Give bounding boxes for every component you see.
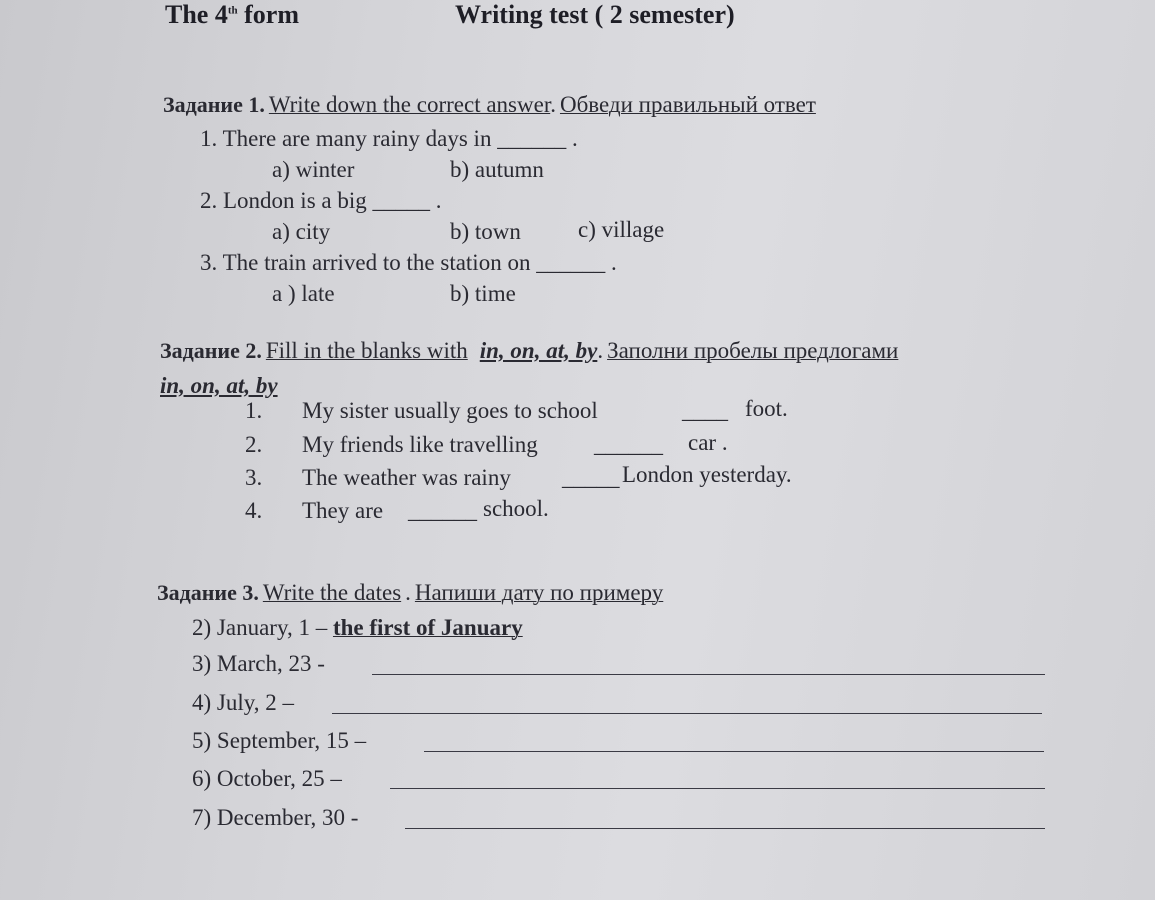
- date-number: 3): [192, 651, 212, 676]
- task2-item-before: My friends like travelling: [302, 432, 538, 457]
- task2-item-before: They are: [302, 498, 384, 523]
- date-number: 4): [192, 690, 212, 715]
- question-end: .: [610, 250, 617, 275]
- task1-question-1: [200, 126, 578, 152]
- task3-item: [192, 766, 342, 792]
- task3-instruction-ru: Напиши дату по примеру: [414, 580, 664, 605]
- question-end: .: [435, 188, 442, 213]
- date-number: 5): [192, 728, 212, 753]
- task3-item: [192, 690, 294, 716]
- answer-blank: _____: [372, 188, 430, 213]
- task3-item: [192, 651, 325, 677]
- task3-item: [192, 728, 366, 754]
- question-text: There are many rainy days in: [222, 126, 492, 151]
- option-c: c) village: [578, 217, 665, 242]
- task2-separator: .: [597, 338, 604, 363]
- question-number: 3.: [200, 250, 218, 275]
- date-text: September, 15 –: [216, 728, 367, 753]
- option-b: b) town: [450, 219, 521, 244]
- task2-item-after: car .: [688, 430, 728, 455]
- option-a: a ) late: [272, 281, 335, 306]
- task2-prepositions: in, on, at, by: [479, 338, 598, 363]
- task1-instruction-en: Write down the correct answer: [268, 92, 551, 117]
- question-text: London is a big: [223, 188, 367, 213]
- task2-label: Задание 2.: [160, 338, 262, 363]
- answer-line: [372, 674, 1045, 675]
- task2-item-before: My sister usually goes to school: [302, 398, 598, 423]
- question-number: 2.: [200, 188, 218, 213]
- test-title: Writing test ( 2 semester): [455, 0, 735, 29]
- answer-blank: ____: [682, 398, 728, 423]
- task2-prepositions-repeat: in, on, at, by: [160, 373, 278, 398]
- answer-blank: ______: [594, 432, 663, 457]
- task1-instruction-ru: Обведи правильный ответ: [559, 92, 816, 117]
- form-ordinal-suffix: th: [227, 4, 238, 17]
- task2-item-number: 4.: [245, 498, 263, 523]
- date-text: October, 25 –: [216, 766, 342, 791]
- task2-item-before: The weather was rainy: [302, 465, 511, 490]
- task1-question-2: [200, 188, 442, 214]
- task2-instruction-ru: Заполни пробелы предлогами: [607, 338, 899, 363]
- task3-instruction-en: Write the dates: [262, 580, 402, 605]
- answer-line: [390, 788, 1045, 789]
- question-end: .: [571, 126, 578, 151]
- form-word: form: [244, 0, 299, 29]
- task1-question-3: [200, 250, 617, 276]
- answer-blank: _____: [562, 465, 620, 490]
- answer-blank: ______: [536, 250, 606, 275]
- answer-line: [332, 713, 1042, 714]
- task2-item-after: school.: [483, 496, 549, 521]
- task3-label: Задание 3.: [157, 580, 259, 605]
- date-number: 7): [192, 805, 212, 830]
- task1-heading: [163, 92, 816, 118]
- question-text: The train arrived to the station on: [222, 250, 531, 275]
- task2-item-number: 3.: [245, 465, 263, 490]
- form-prefix: The 4: [165, 0, 228, 29]
- task2-item-after: London yesterday.: [622, 462, 792, 487]
- date-text: July, 2 –: [216, 690, 295, 715]
- date-text: March, 23 -: [216, 651, 325, 676]
- date-text: January, 1 –: [216, 615, 328, 640]
- task2-item-number: 2.: [245, 432, 263, 457]
- date-number: 6): [192, 766, 212, 791]
- task1-separator: .: [550, 92, 556, 117]
- option-b: b) autumn: [450, 157, 544, 182]
- option-a: a) winter: [272, 157, 355, 182]
- answer-line: [424, 751, 1044, 752]
- answer-blank: ______: [408, 498, 477, 523]
- task3-example: [192, 615, 523, 641]
- task1-label: Задание 1.: [163, 92, 265, 117]
- date-number: 2): [192, 615, 212, 640]
- example-answer: the first of January: [332, 615, 523, 640]
- answer-blank: ______: [497, 126, 567, 151]
- option-b: b) time: [450, 281, 516, 306]
- task2-instruction-en: Fill in the blanks with: [265, 338, 468, 363]
- date-text: December, 30 -: [216, 805, 359, 830]
- task2-item-after: foot.: [745, 396, 788, 421]
- option-a: a) city: [272, 219, 331, 244]
- task3-separator: .: [405, 580, 411, 605]
- answer-line: [405, 828, 1045, 829]
- form-title: [165, 0, 299, 30]
- question-number: 1.: [200, 126, 218, 151]
- task3-item: [192, 805, 358, 831]
- task2-heading: [160, 338, 898, 364]
- task3-heading: [157, 580, 663, 606]
- task2-item-number: 1.: [245, 398, 263, 423]
